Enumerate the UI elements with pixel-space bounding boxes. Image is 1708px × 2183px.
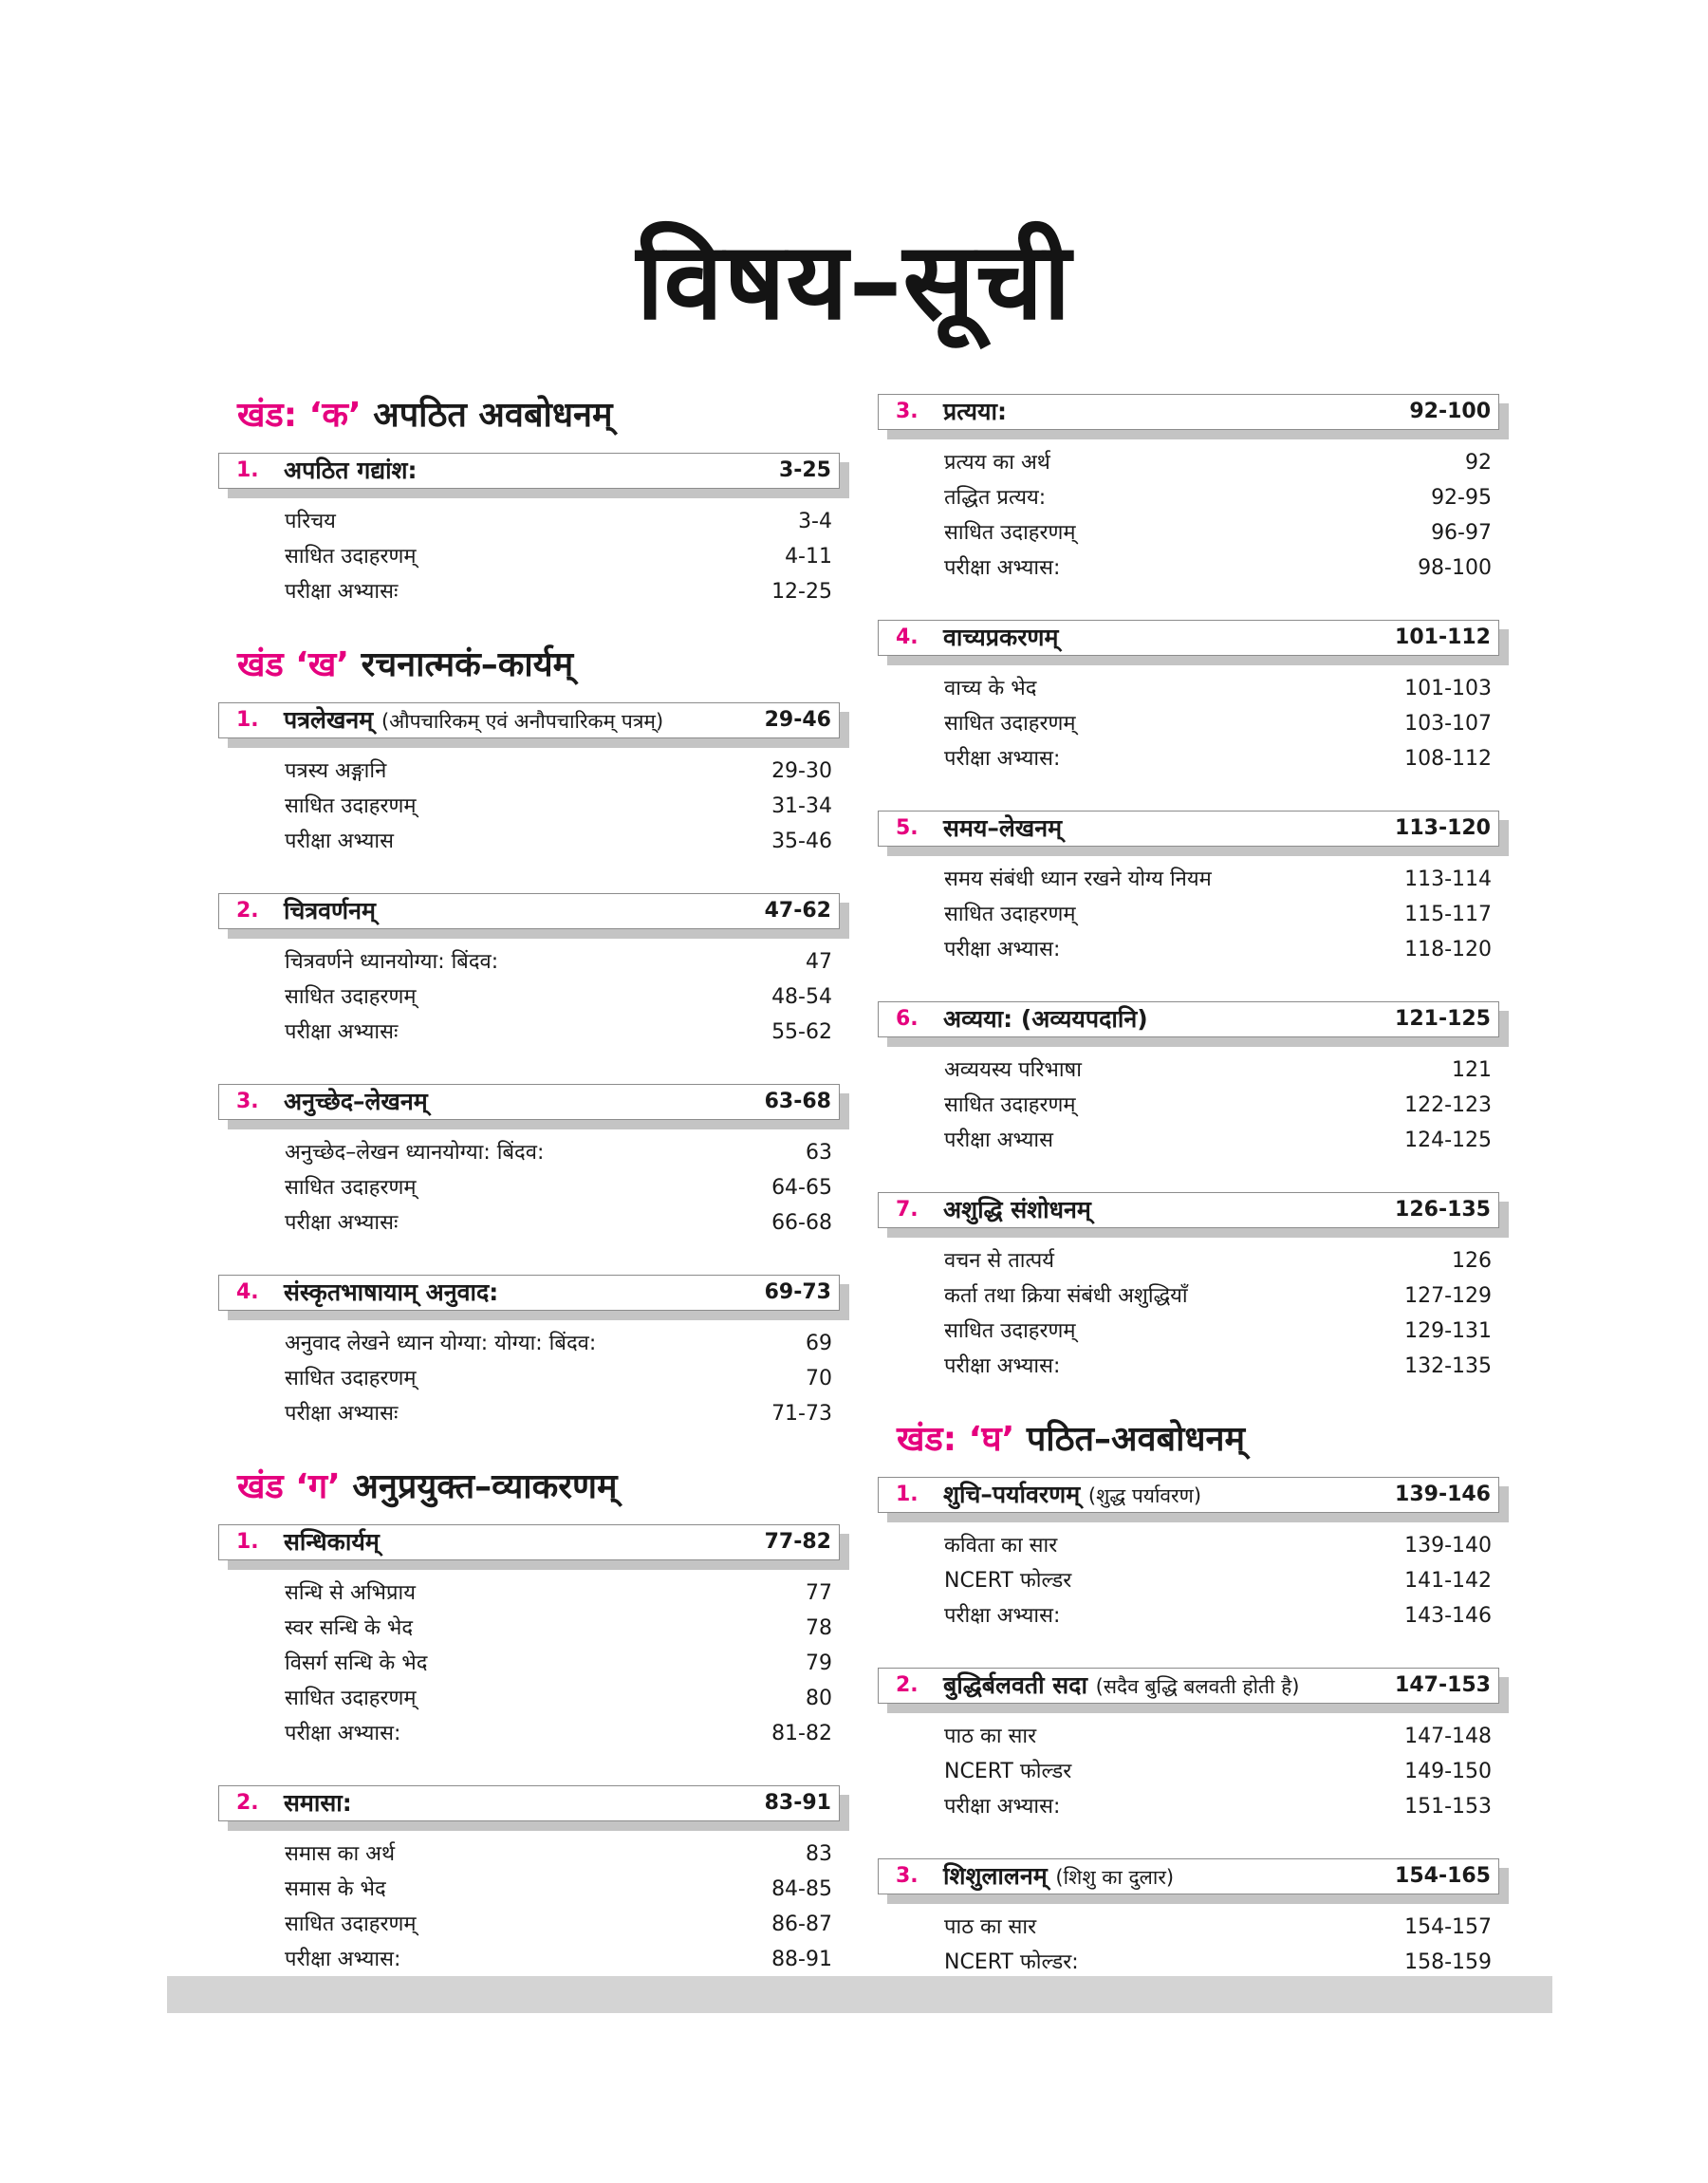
chapter-title-text: अपठित गद्यांश: <box>284 457 418 484</box>
toc-entry[interactable] <box>218 1015 849 1050</box>
toc-entry-pages: 108-112 <box>1404 747 1492 771</box>
toc-entry-pages: 79 <box>806 1651 832 1675</box>
toc-entry-label: परीक्षा अभ्यास: <box>944 938 1061 961</box>
toc-entry-label: स्वर सन्धि के भेद <box>285 1616 414 1640</box>
toc-entry-pages: 48-54 <box>771 985 832 1009</box>
toc-entry[interactable] <box>878 1910 1509 1945</box>
toc-entry-pages: 92 <box>1465 451 1492 475</box>
chapter-block <box>878 620 1509 776</box>
toc-entry-pages: 103-107 <box>1404 712 1492 736</box>
chapter-block <box>218 1275 849 1431</box>
chapter-page-range: 101-112 <box>1395 625 1491 649</box>
chapter-title-text: शुचि–पर्यावरणम् <box>943 1481 1081 1508</box>
toc-entry-pages: 147-148 <box>1404 1725 1492 1748</box>
toc-entry[interactable] <box>878 1563 1509 1598</box>
chapter-title <box>943 1669 1299 1704</box>
chapter-number: 3. <box>896 1864 919 1888</box>
toc-entry-label: साधित उदाहरणम् <box>285 1367 417 1390</box>
chapter-heading-bar[interactable] <box>878 394 1499 430</box>
toc-entry[interactable] <box>878 1123 1509 1158</box>
toc-entry-label: साधित उदाहरणम् <box>285 545 417 569</box>
toc-entry-pages: 78 <box>806 1616 832 1640</box>
toc-entry-pages: 158-159 <box>1404 1950 1492 1974</box>
chapter-number: 1. <box>236 1530 259 1554</box>
toc-entry[interactable] <box>218 1837 849 1872</box>
toc-entry[interactable] <box>878 445 1509 480</box>
chapter-heading-bar[interactable] <box>218 1275 840 1311</box>
chapter-title <box>943 1193 1091 1227</box>
chapter-title <box>284 703 663 738</box>
chapter-page-range: 147-153 <box>1395 1673 1491 1697</box>
left-column <box>218 394 849 2011</box>
toc-entry[interactable] <box>218 754 849 789</box>
toc-entry-pages: 80 <box>806 1687 832 1710</box>
toc-entry-label: अनुच्छेद–लेखन ध्यानयोग्या: बिंदव: <box>285 1141 545 1165</box>
chapter-title-text: सन्धिकार्यम् <box>284 1528 380 1556</box>
chapter-page-range: 29-46 <box>764 708 831 732</box>
toc-entry-pages: 31-34 <box>771 794 832 818</box>
chapter-block <box>878 1477 1509 1633</box>
toc-entry-label: सन्धि से अभिप्राय <box>285 1581 417 1605</box>
toc-entry-label: परीक्षा अभ्यास: <box>944 747 1061 771</box>
chapter-heading-bar[interactable] <box>878 620 1499 656</box>
chapter-title-text: अशुद्धि संशोधनम् <box>943 1196 1091 1223</box>
toc-entry-pages: 132-135 <box>1404 1354 1492 1378</box>
toc-entry-pages: 55-62 <box>771 1020 832 1044</box>
toc-entry-pages: 29-30 <box>771 759 832 783</box>
chapter-heading-bar[interactable] <box>878 1858 1499 1894</box>
chapter-page-range: 83-91 <box>764 1791 831 1815</box>
toc-entry-pages: 86-87 <box>771 1912 832 1936</box>
chapter-title <box>943 621 1058 655</box>
chapter-title-text: समय–लेखनम् <box>943 814 1063 842</box>
chapter-page-range: 69-73 <box>764 1280 831 1304</box>
toc-entry-label: पाठ का सार <box>944 1915 1037 1939</box>
chapter-page-range: 92-100 <box>1409 400 1491 423</box>
chapter-block <box>878 811 1509 967</box>
chapter-heading-bar[interactable] <box>878 1477 1499 1513</box>
chapter-number: 1. <box>236 708 259 732</box>
toc-entry-pages: 63 <box>806 1141 832 1165</box>
chapter-subtitle: (औपचारिकम् एवं अनौपचारिकम् पत्रम्) <box>381 710 664 733</box>
toc-entry-label: समय संबंधी ध्यान रखने योग्य नियम <box>944 868 1212 891</box>
section-title: रचनात्मकं–कार्यम् <box>361 645 574 684</box>
toc-entry[interactable] <box>878 1088 1509 1123</box>
toc-entry-label: तद्धित प्रत्यय: <box>944 486 1047 510</box>
toc-entry-pages: 35-46 <box>771 830 832 853</box>
section-heading <box>897 1418 1509 1462</box>
toc-entry[interactable] <box>218 539 849 574</box>
section-title: पठित–अवबोधनम् <box>1026 1420 1246 1459</box>
toc-entry-pages: 154-157 <box>1404 1915 1492 1939</box>
toc-entry-label: साधित उदाहरणम् <box>944 712 1076 736</box>
chapter-number: 1. <box>236 458 259 482</box>
toc-entry-label: साधित उदाहरणम् <box>285 1687 417 1710</box>
chapter-block <box>878 394 1509 586</box>
toc-entry-label: समास का अर्थ <box>285 1842 396 1866</box>
chapter-heading-bar[interactable] <box>218 1785 840 1821</box>
toc-entry[interactable] <box>878 1754 1509 1789</box>
chapter-page-range: 77-82 <box>764 1530 831 1554</box>
chapter-heading-bar[interactable] <box>878 811 1499 847</box>
toc-entry[interactable] <box>218 1907 849 1942</box>
chapter-heading-bar[interactable] <box>218 453 840 489</box>
chapter-block <box>878 1192 1509 1384</box>
toc-entry[interactable] <box>878 897 1509 932</box>
chapter-title-text: अनुच्छेद–लेखनम् <box>284 1088 428 1115</box>
right-column <box>878 394 1509 2049</box>
toc-entry-pages: 118-120 <box>1404 938 1492 961</box>
section-title: अपठित अवबोधनम् <box>373 396 613 435</box>
chapter-block <box>218 893 849 1050</box>
chapter-heading-bar[interactable] <box>878 1001 1499 1037</box>
toc-entry-pages: 121 <box>1452 1058 1492 1082</box>
chapter-page-range: 3-25 <box>778 458 831 482</box>
chapter-heading-bar[interactable] <box>878 1668 1499 1704</box>
toc-entry-label: परीक्षा अभ्यास: <box>944 556 1061 580</box>
toc-entry-pages: 66-68 <box>771 1211 832 1235</box>
toc-entry-pages: 127-129 <box>1404 1284 1492 1308</box>
toc-entry-pages: 84-85 <box>771 1877 832 1901</box>
toc-entry[interactable] <box>218 1361 849 1396</box>
toc-entry-label: NCERT फोल्डर <box>944 1569 1072 1593</box>
toc-entry[interactable] <box>878 706 1509 741</box>
toc-entry-pages: 129-131 <box>1404 1319 1492 1343</box>
chapter-title-text: प्रत्यया: <box>943 398 1007 425</box>
toc-entry[interactable] <box>218 1326 849 1361</box>
toc-entry[interactable] <box>878 480 1509 515</box>
chapter-number: 1. <box>896 1483 919 1506</box>
toc-entry[interactable] <box>218 1942 849 1977</box>
toc-entry-label: विसर्ग सन्धि के भेद <box>285 1651 428 1675</box>
section-khand-label: खंड: ‘घ’ <box>897 1420 1015 1459</box>
chapter-title-text: पत्रलेखनम् <box>284 706 374 734</box>
chapter-number: 7. <box>896 1198 919 1222</box>
toc-entry[interactable] <box>218 574 849 609</box>
toc-entry-label: परीक्षा अभ्यास <box>285 830 394 853</box>
toc-entry[interactable] <box>878 1349 1509 1384</box>
chapter-block <box>218 453 849 609</box>
toc-entry-label: पत्रस्य अङ्गानि <box>285 759 387 783</box>
toc-entry-pages: 3-4 <box>798 510 832 533</box>
chapter-heading-bar[interactable] <box>218 1084 840 1120</box>
toc-entry-pages: 141-142 <box>1404 1569 1492 1593</box>
toc-entry[interactable] <box>878 550 1509 586</box>
toc-entry-label: कर्ता तथा क्रिया संबंधी अशुद्धियाँ <box>944 1284 1188 1308</box>
footer-bar <box>167 1976 1552 2013</box>
chapter-number: 2. <box>896 1673 919 1697</box>
toc-entry-label: परीक्षा अभ्यास: <box>944 1604 1061 1628</box>
toc-entry-pages: 92-95 <box>1431 486 1492 510</box>
toc-entry-label: वचन से तात्पर्य <box>944 1249 1055 1273</box>
page-title: विषय–सूची <box>636 220 1072 344</box>
chapter-title <box>284 1276 498 1310</box>
chapter-heading-bar[interactable] <box>878 1192 1499 1228</box>
toc-entry-pages: 47 <box>806 950 832 974</box>
chapter-title <box>284 1525 380 1559</box>
toc-entry-pages: 149-150 <box>1404 1760 1492 1783</box>
chapter-block <box>218 1084 849 1241</box>
toc-entry-label: साधित उदाहरणम् <box>944 521 1076 545</box>
toc-entry-pages: 101-103 <box>1404 677 1492 700</box>
toc-entry-pages: 71-73 <box>771 1402 832 1426</box>
toc-entry-label: चित्रवर्णने ध्यानयोग्या: बिंदव: <box>285 950 499 974</box>
toc-entry-label: परीक्षा अभ्यासः <box>285 580 399 604</box>
toc-entry[interactable] <box>878 1945 1509 1980</box>
toc-entry-label: परीक्षा अभ्यास: <box>944 1795 1061 1819</box>
toc-entry-pages: 4-11 <box>785 545 832 569</box>
toc-entry-label: NCERT फोल्डर <box>944 1760 1072 1783</box>
toc-entry[interactable] <box>878 1314 1509 1349</box>
section-khand-label: खंड ‘ग’ <box>237 1467 341 1506</box>
toc-entry-label: साधित उदाहरणम् <box>285 1176 417 1200</box>
toc-entry[interactable] <box>218 1396 849 1431</box>
toc-entry-label: परीक्षा अभ्यासः <box>285 1402 399 1426</box>
section-khand-label: खंड: ‘क’ <box>237 396 362 435</box>
toc-entry[interactable] <box>218 1170 849 1205</box>
chapter-title <box>284 454 418 488</box>
toc-entry[interactable] <box>878 932 1509 967</box>
toc-entry[interactable] <box>218 1872 849 1907</box>
toc-entry[interactable] <box>218 1716 849 1751</box>
chapter-page-range: 63-68 <box>764 1090 831 1113</box>
section-heading <box>237 394 849 438</box>
toc-entry-pages: 83 <box>806 1842 832 1866</box>
toc-entry-pages: 81-82 <box>771 1722 832 1745</box>
toc-entry[interactable] <box>878 1719 1509 1754</box>
toc-entry-pages: 126 <box>1452 1249 1492 1273</box>
toc-entry[interactable] <box>878 1528 1509 1563</box>
chapter-block <box>218 702 849 859</box>
section-title: अनुप्रयुक्त–व्याकरणम् <box>352 1467 618 1506</box>
chapter-title-text: समासा: <box>284 1789 352 1817</box>
toc-entry-label: अनुवाद लेखने ध्यान योग्या: योग्या: बिंदव: <box>285 1332 597 1355</box>
toc-entry[interactable] <box>878 1243 1509 1278</box>
chapter-number: 3. <box>896 400 919 423</box>
section-heading <box>237 1465 849 1509</box>
toc-entry-label: NCERT फोल्डर: <box>944 1950 1079 1974</box>
toc-entry[interactable] <box>878 1053 1509 1088</box>
toc-entry-pages: 96-97 <box>1431 521 1492 545</box>
toc-entry-pages: 69 <box>806 1332 832 1355</box>
toc-entry[interactable] <box>878 862 1509 897</box>
chapter-number: 2. <box>236 899 259 923</box>
chapter-heading-bar[interactable] <box>218 893 840 929</box>
chapter-block <box>878 1001 1509 1158</box>
toc-entry-pages: 70 <box>806 1367 832 1390</box>
toc-entry-label: परीक्षा अभ्यास: <box>944 1354 1061 1378</box>
chapter-page-range: 154-165 <box>1395 1864 1491 1888</box>
toc-entry-label: परीक्षा अभ्यास: <box>285 1948 401 1971</box>
chapter-heading-bar[interactable] <box>218 702 840 738</box>
chapter-title-text: बुद्धिर्बलवती सदा <box>943 1671 1087 1699</box>
chapter-title-text: वाच्यप्रकरणम् <box>943 624 1059 651</box>
toc-entry-label: परीक्षा अभ्यास: <box>285 1722 401 1745</box>
toc-entry-label: परीक्षा अभ्यास <box>944 1129 1053 1152</box>
toc-entry-label: कविता का सार <box>944 1534 1058 1558</box>
chapter-page-range: 47-62 <box>764 899 831 923</box>
toc-entry-label: साधित उदाहरणम् <box>285 985 417 1009</box>
toc-entry-label: साधित उदाहरणम् <box>944 1093 1076 1117</box>
chapter-title <box>284 1085 428 1119</box>
toc-entry[interactable] <box>878 671 1509 706</box>
toc-entry[interactable] <box>218 1611 849 1646</box>
toc-entry-label: साधित उदाहरणम् <box>285 794 417 818</box>
toc-entry[interactable] <box>878 515 1509 550</box>
toc-entry-pages: 77 <box>806 1581 832 1605</box>
toc-entry[interactable] <box>218 1205 849 1241</box>
toc-entry[interactable] <box>878 741 1509 776</box>
chapter-title <box>943 395 1007 429</box>
toc-entry-label: साधित उदाहरणम् <box>944 1319 1076 1343</box>
chapter-number: 4. <box>236 1280 259 1304</box>
toc-entry[interactable] <box>218 504 849 539</box>
toc-entry-pages: 12-25 <box>771 580 832 604</box>
chapter-block <box>878 1668 1509 1824</box>
chapter-block <box>218 1785 849 1977</box>
chapter-title <box>284 894 376 928</box>
chapter-number: 5. <box>896 816 919 840</box>
chapter-block <box>218 1524 849 1751</box>
toc-entry-pages: 143-146 <box>1404 1604 1492 1628</box>
chapter-subtitle: (शुद्ध पर्यावरण) <box>1087 1484 1202 1507</box>
toc-entry-label: पाठ का सार <box>944 1725 1037 1748</box>
section-khand-label: खंड ‘ख’ <box>237 645 350 684</box>
chapter-title <box>284 1786 352 1820</box>
chapter-page-range: 139-146 <box>1395 1483 1491 1506</box>
chapter-title-text: संस्कृतभाषायाम् अनुवाद: <box>284 1278 499 1306</box>
chapter-title-text: अव्यया: (अव्ययपदानि) <box>943 1005 1148 1033</box>
chapter-title <box>943 1478 1201 1513</box>
chapter-page-range: 126-135 <box>1395 1198 1491 1222</box>
toc-entry-label: परिचय <box>285 510 336 533</box>
toc-entry-pages: 139-140 <box>1404 1534 1492 1558</box>
toc-entry[interactable] <box>218 1646 849 1681</box>
chapter-title-text: शिशुलालनम् <box>943 1862 1048 1890</box>
toc-entry[interactable] <box>218 789 849 824</box>
chapter-number: 2. <box>236 1791 259 1815</box>
toc-entry[interactable] <box>878 1278 1509 1314</box>
toc-entry-label: समास के भेद <box>285 1877 386 1901</box>
chapter-title <box>943 1002 1148 1036</box>
toc-entry-pages: 122-123 <box>1404 1093 1492 1117</box>
chapter-heading-bar[interactable] <box>218 1524 840 1560</box>
chapter-title <box>943 812 1062 846</box>
chapter-title-text: चित्रवर्णनम् <box>284 897 376 924</box>
chapter-number: 4. <box>896 625 919 649</box>
toc-entry-pages: 124-125 <box>1404 1129 1492 1152</box>
toc-entry-pages: 64-65 <box>771 1176 832 1200</box>
toc-entry-label: परीक्षा अभ्यासः <box>285 1211 399 1235</box>
toc-entry-pages: 113-114 <box>1404 868 1492 891</box>
toc-entry[interactable] <box>218 1576 849 1611</box>
toc-entry[interactable] <box>218 1135 849 1170</box>
chapter-subtitle: (सदैव बुद्धि बलवती होती है) <box>1095 1675 1300 1698</box>
chapter-page-range: 113-120 <box>1395 816 1491 840</box>
toc-entry-label: साधित उदाहरणम् <box>285 1912 417 1936</box>
section-heading <box>237 644 849 687</box>
toc-entry-pages: 151-153 <box>1404 1795 1492 1819</box>
chapter-number: 6. <box>896 1007 919 1031</box>
toc-entry-pages: 115-117 <box>1404 903 1492 926</box>
toc-entry[interactable] <box>218 944 849 980</box>
toc-entry[interactable] <box>878 1789 1509 1824</box>
chapter-number: 3. <box>236 1090 259 1113</box>
toc-entry-pages: 88-91 <box>771 1948 832 1971</box>
toc-entry-label: साधित उदाहरणम् <box>944 903 1076 926</box>
toc-entry-label: अव्ययस्य परिभाषा <box>944 1058 1082 1082</box>
toc-entry[interactable] <box>218 1681 849 1716</box>
toc-entry-label: परीक्षा अभ्यासः <box>285 1020 399 1044</box>
chapter-title <box>943 1859 1174 1894</box>
toc-entry-pages: 98-100 <box>1418 556 1492 580</box>
toc-entry-label: वाच्य के भेद <box>944 677 1037 700</box>
chapter-subtitle: (शिशु का दुलार) <box>1055 1866 1175 1889</box>
toc-entry[interactable] <box>878 1598 1509 1633</box>
chapter-page-range: 121-125 <box>1395 1007 1491 1031</box>
toc-entry[interactable] <box>218 980 849 1015</box>
toc-entry[interactable] <box>218 824 849 859</box>
toc-entry-label: प्रत्यय का अर्थ <box>944 451 1050 475</box>
